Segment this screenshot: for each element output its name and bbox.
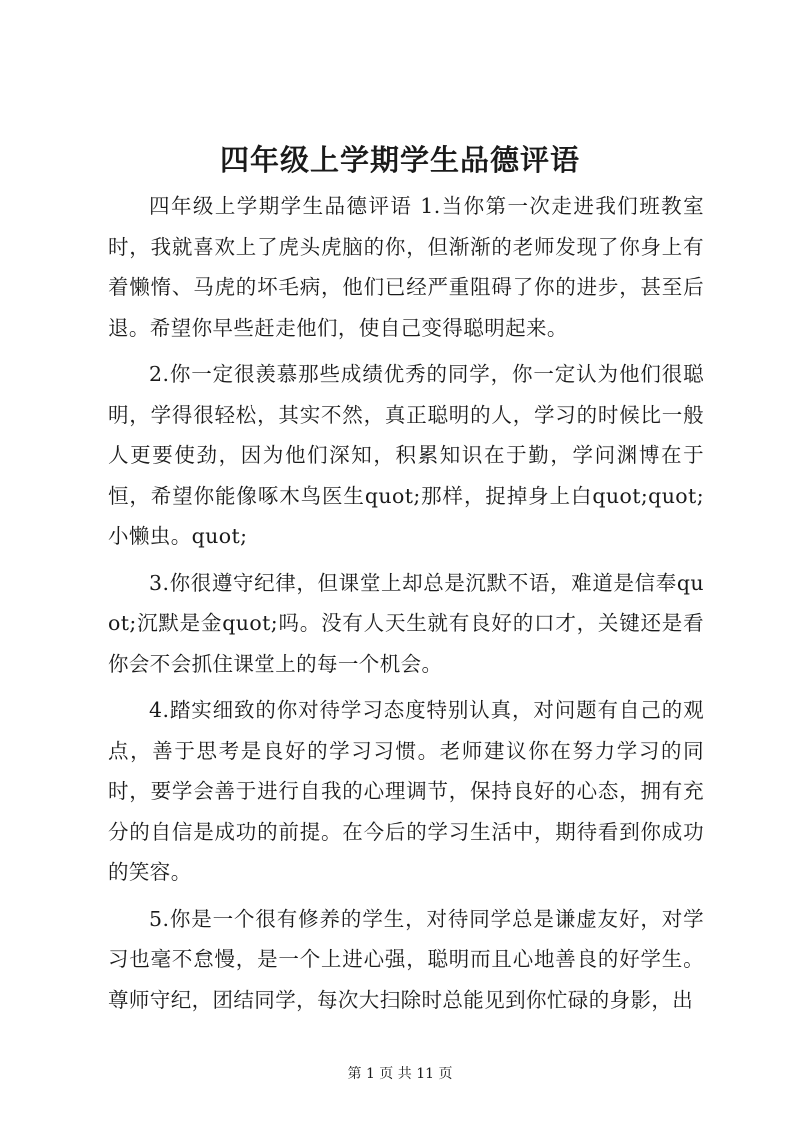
paragraph-2: 2.你一定很羡慕那些成绩优秀的同学，你一定认为他们很聪明，学得很轻松，其实不然，真正聪明的人，学习的时候比一般人更要使劲，因为他们深知，积累知识在于勤，学问渊博在于恒，希望你能像啄木鸟医生quot;那样，捉掉身上白quot;quot;小懒虫。quot; bbox=[108, 362, 704, 548]
page-number-footer: 第 1 页 共 11 页 bbox=[347, 1066, 453, 1082]
page-title: 四年级上学期学生品德评语 bbox=[219, 143, 580, 177]
paragraph-4: 4.踏实细致的你对待学习态度特别认真，对问题有自己的观点，善于思考是良好的学习习惯。老师建议你在努力学习的同时，要学会善于进行自我的心理调节，保持良好的心态，拥有充分的自信是成功的前提。在今后的学习生活中，期待看到你成功的笑容。 bbox=[108, 698, 704, 884]
paragraph-3: 3.你很遵守纪律，但课堂上却总是沉默不语，难道是信奉quot;沉默是金quot;吗。没有人天生就有良好的口才，关键还是看你会不会抓住课堂上的每一个机会。 bbox=[108, 570, 704, 676]
document-body bbox=[108, 186, 704, 1026]
paragraph-1: 四年级上学期学生品德评语 1.当你第一次走进我们班教室时，我就喜欢上了虎头虎脑的你，但渐渐的老师发现了你身上有着懒惰、马虎的坏毛病，他们已经严重阻碍了你的进步，甚至后退。希望你早些赶走他们，使自己变得聪明起来。 bbox=[108, 194, 704, 340]
paragraph-5: 5.你是一个很有修养的学生，对待同学总是谦虚友好，对学习也毫不怠慢，是一个上进心强，聪明而且心地善良的好学生。尊师守纪，团结同学，每次大扫除时总能见到你忙碌的身影，出 bbox=[108, 906, 704, 1012]
